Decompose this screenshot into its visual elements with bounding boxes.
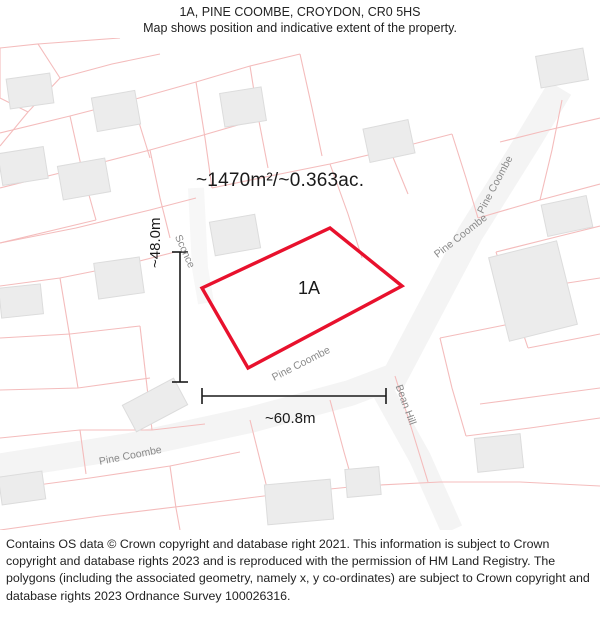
page-subtitle: Map shows position and indicative extent of the property. <box>143 21 457 35</box>
street-label-pine-coombe-1: Pine Coombe <box>475 153 516 216</box>
height-dimension-label: ~48.0m <box>147 217 164 268</box>
street-label-bean-hill: Bean Hill <box>392 383 419 427</box>
page-title: 1A, PINE COOMBE, CROYDON, CR0 5HS <box>179 5 421 19</box>
width-dimension-label: ~60.8m <box>265 410 316 427</box>
street-label-pine-coombe-2: Pine Coombe <box>432 211 490 261</box>
street-label-pine-coombe-4: Pine Coombe <box>98 443 163 468</box>
street-label-sconce: Sconce <box>172 233 198 270</box>
map-canvas[interactable] <box>0 38 600 530</box>
road-layer <box>0 88 560 530</box>
map-header <box>0 0 600 40</box>
copyright-notice: Contains OS data © Crown copyright and database right 2021. This information is subject to Crown copyright and database rights 2023 and is reproduced with the permission of HM Land Registry. The polygons (including the associated geometry, namely x, y co-ordinates) are subject to Crown copyright and database rights 2023 Ordnance Survey 100026316. <box>6 537 590 603</box>
area-label: ~1470m²/~0.363ac. <box>196 170 365 191</box>
plot-number-label: 1A <box>298 278 321 298</box>
street-label-pine-coombe-3: Pine Coombe <box>270 344 333 384</box>
road-bean-hill <box>380 386 452 530</box>
